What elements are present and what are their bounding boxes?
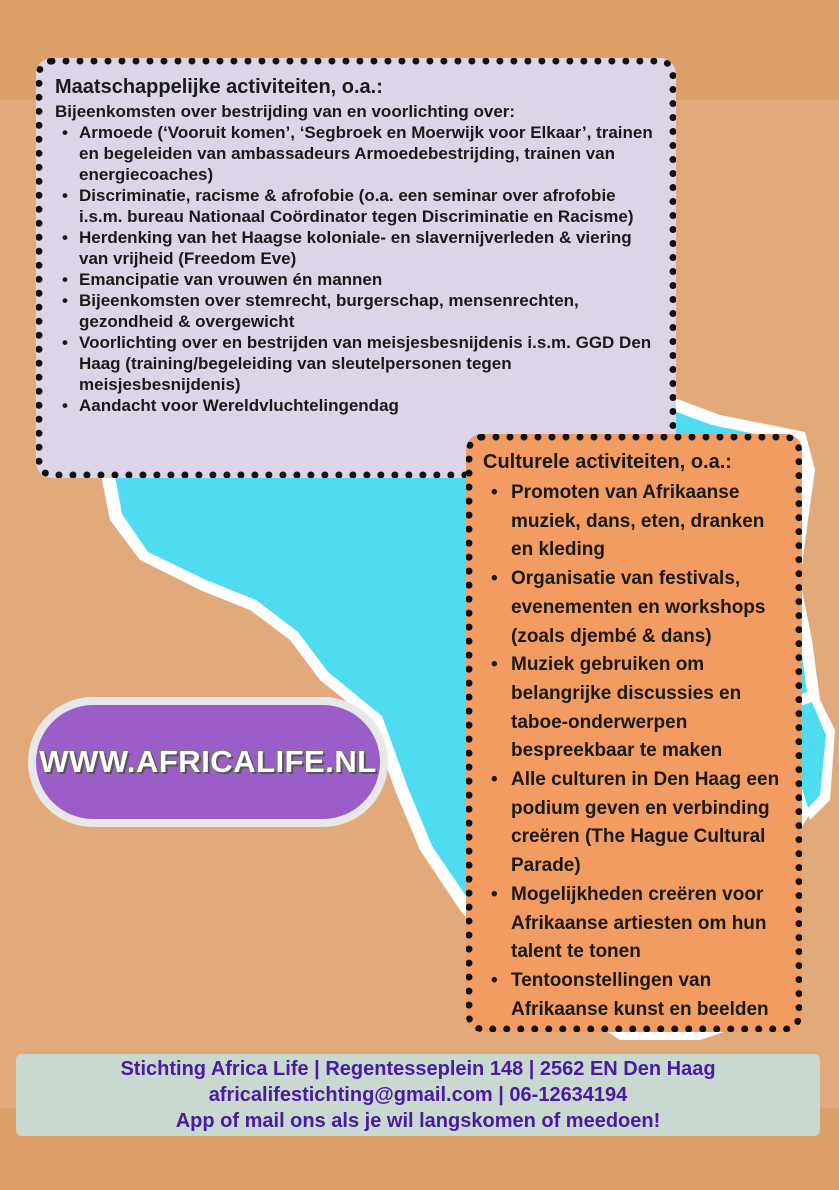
- bullet-icon: •: [491, 969, 498, 991]
- list-item: • Voorlichting over en bestrijden van meisjesbesnijdenis i.s.m. GGD Den Haag (training/begeleiding van sleutelpersonen tegen meisjesbesnijdenis): [62, 333, 652, 394]
- list-item: • Armoede (‘Vooruit komen’, ‘Segbroek en Moerwijk voor Elkaar’, trainen en begeleiden van ambassadeurs Armoedebestrijding, trainen van energiecoaches): [62, 123, 653, 184]
- list-item: • Bijeenkomsten over stemrecht, burgerschap, mensenrechten, gezondheid & overgewicht: [62, 291, 579, 331]
- list-item: • Herdenking van het Haagse koloniale- en slavernijverleden & viering van vrijheid (Freedom Eve): [62, 228, 632, 268]
- website-badge[interactable]: [36, 705, 380, 819]
- bullet-icon: •: [62, 396, 68, 415]
- bullet-icon: •: [491, 769, 498, 791]
- list-item: • Muziek gebruiken om belangrijke discussies en taboe-onderwerpen bespreekbaar te maken: [483, 651, 785, 766]
- bullet-icon: •: [62, 123, 68, 142]
- bullet-icon: •: [491, 654, 498, 676]
- culture-activities-list: [483, 479, 785, 1024]
- list-item: • Tentoonstellingen van Afrikaanse kunst en beelden: [483, 967, 785, 1024]
- contact-footer: [16, 1054, 820, 1136]
- list-item: • Mogelijkheden creëren voor Afrikaanse artiesten om hun talent te tonen: [483, 881, 785, 967]
- social-activities-title: Maatschappelijke activiteiten, o.a.:: [55, 76, 383, 98]
- bullet-icon: •: [62, 270, 68, 289]
- list-item: • Aandacht voor Wereldvluchtelingendag: [62, 396, 399, 415]
- social-activities-list: [55, 122, 655, 416]
- list-item: • Organisatie van festivals, evenementen en workshops (zoals djembé & dans): [483, 565, 785, 651]
- culture-activities-box: [466, 434, 802, 1032]
- bullet-icon: •: [491, 568, 498, 590]
- list-item: • Promoten van Afrikaanse muziek, dans, eten, dranken en kleding: [483, 479, 785, 565]
- bullet-icon: •: [491, 883, 498, 905]
- bullet-icon: •: [62, 228, 68, 247]
- bullet-icon: •: [62, 333, 68, 352]
- footer-address: Stichting Africa Life | Regentesseplein 148 | 2562 EN Den Haag: [120, 1058, 716, 1080]
- bullet-icon: •: [62, 291, 68, 310]
- bullet-icon: •: [491, 482, 498, 503]
- bullet-icon: •: [62, 186, 68, 205]
- social-activities-intro: Bijeenkomsten over bestrijding van en voorlichting over:: [55, 102, 516, 121]
- website-link[interactable]: WWW.AFRICALIFE.NL: [39, 744, 377, 779]
- culture-activities-title: Culturele activiteiten, o.a.:: [483, 451, 732, 473]
- list-item: • Alle culturen in Den Haag een podium geven en verbinding creëren (The Hague Cultural Parade): [483, 766, 785, 881]
- list-item: • Discriminatie, racisme & afrofobie (o.a. een seminar over afrofobie i.s.m. bureau Nationaal Coördinator tegen Discriminatie en Racisme): [62, 186, 634, 226]
- social-activities-box: [36, 58, 676, 478]
- list-item: • Emancipatie van vrouwen én mannen: [62, 270, 383, 289]
- footer-call-to-action: App of mail ons als je wil langskomen of meedoen!: [175, 1110, 661, 1132]
- footer-contact[interactable]: africalifestichting@gmail.com | 06-12634194: [208, 1084, 628, 1106]
